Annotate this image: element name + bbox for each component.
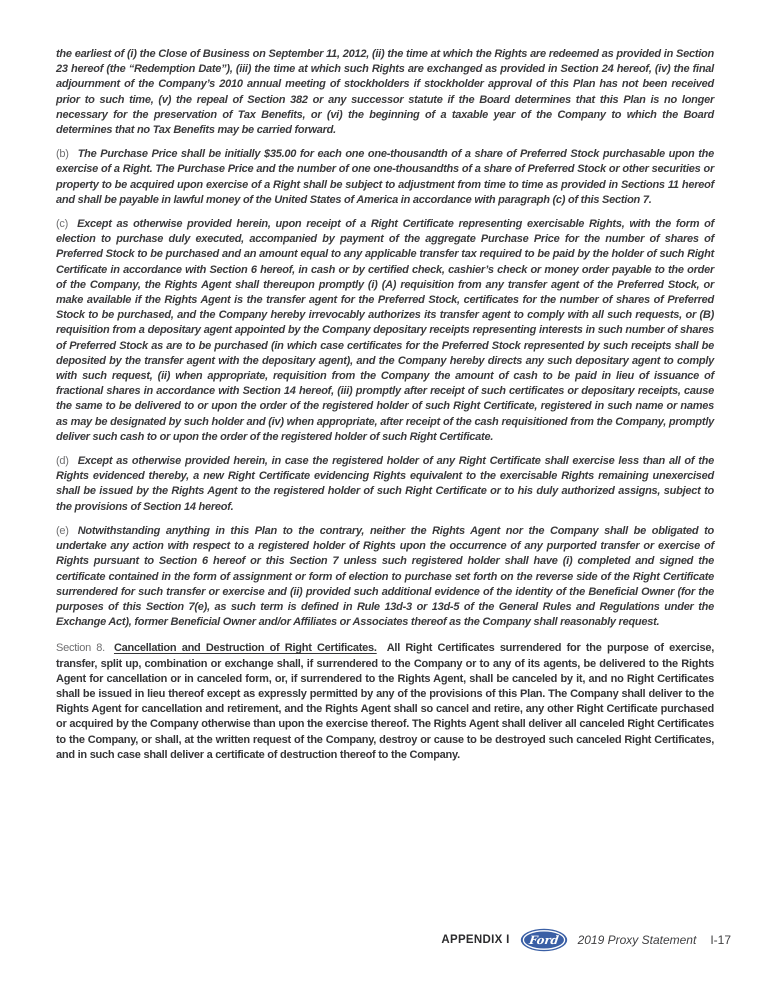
page-footer [441, 928, 731, 952]
paragraph-e-text: Notwithstanding anything in this Plan to the contrary, neither the Rights Agent nor the Company shall be obligated to undertake any action with respect to a registered holder of Rights upon the occurrence of any purported transfer or exercise of Rights pursuant to Section 6 hereof or this Section 7 unless such registered holder shall have (i) completed and signed the certificate contained in the form of assignment or form of election to purchase set forth on the reverse side of the Right Certificate surrendered for such transfer or exercise and (ii) provided such additional evidence of the identity of the Beneficial Owner (for the purposes of this Section 7(e), as such term is defined in Rule 13d-3 or 13d-5 of the General Rules and Regulations under the Exchange Act), former Beneficial Owner and/or Affiliates or Associates thereof as the Company shall reasonably request. [56, 524, 714, 629]
section-8-paragraph [56, 641, 714, 763]
paragraph-e-label: (e) [56, 524, 69, 537]
paragraph-c-label: (c) [56, 218, 69, 231]
document-body [56, 47, 714, 763]
paragraph-d [56, 454, 714, 515]
svg-text:Ford: Ford [527, 933, 560, 947]
paragraph-d-text: Except as otherwise provided herein, in case the registered holder of any Right Certificate shall exercise less than all of the Rights evidenced thereby, a new Right Certificate evidencing Rights equivalent to the exercisable Rights remaining unexercised shall be issued by the Rights Agent to the registered holder of such Right Certificate or to his duly authorized assigns, subject to the provisions of Section 14 hereof. [56, 455, 714, 513]
paragraph-c [56, 217, 714, 445]
paragraph-e [56, 524, 714, 630]
section-8-label: Section 8. [56, 642, 105, 655]
appendix-label: APPENDIX I [441, 934, 510, 946]
ford-logo-icon [520, 928, 568, 952]
section-8-text: All Right Certificates surrendered for the purpose of exercise, transfer, split up, combination or exchange shall, if surrendered to the Company or to any of its agents, be delivered to the Rights Agent for cancellation or in canceled form, or, if surrendered to the Rights Agent, shall be canceled by it, and no Right Certificates shall be issued in lieu thereof except as expressly permitted by any of the provisions of this Plan. The Company shall deliver to the Rights Agent for cancellation and retirement, and the Rights Agent shall so cancel and retire, any other Right Certificate purchased or acquired by the Company otherwise than upon the exercise thereof. The Rights Agent shall deliver all canceled Right Certificates to the Company, or shall, at the written request of the Company, destroy or cause to be destroyed such canceled Right Certificates, and in such case shall deliver a certificate of destruction thereof to the Company. [56, 642, 715, 761]
paragraph-intro [56, 47, 714, 138]
paragraph-intro-text: the earliest of (i) the Close of Business on September 11, 2012, (ii) the time at which the Rights are redeemed as provided in Section 23 hereof (the “Redemption Date”), (iii) the time at which such Rights are exchanged as provided in Section 24 hereof, (iv) the final adjournment of the Company’s 2010 annual meeting of stockholders if stockholder approval of this Plan has not been received prior to such time, (v) the repeal of Section 382 or any successor statute if the Board determines that this Plan is no longer necessary for the preservation of Tax Benefits, or (vi) the beginning of a taxable year of the Company to which the Board determines that no Tax Benefits may be carried forward. [56, 48, 714, 137]
paragraph-b [56, 147, 714, 208]
page-number: I-17 [710, 933, 731, 947]
paragraph-b-text: The Purchase Price shall be initially $35.00 for each one one-thousandth of a share of Preferred Stock purchasable upon the exercise of a Right. The Purchase Price and the number of one one-thousandths of a share of Preferred Stock or other securities or property to be acquired upon exercise of a Right shall be subject to adjustment from time to time as provided in Sections 11 hereof and shall be payable in lawful money of the United States of America in accordance with paragraph (c) of this Section 7. [56, 148, 714, 206]
paragraph-d-label: (d) [56, 455, 69, 468]
paragraph-c-text: Except as otherwise provided herein, upon receipt of a Right Certificate representing exercisable Rights, with the form of election to purchase duly executed, accompanied by payment of the aggregate Purchase Price for the number of shares of Preferred Stock to be purchased and an amount equal to any applicable transfer tax required to be paid by the holder of such Right Certificate in accordance with Section 6 hereof, in cash or by certified check, cashier’s check or money order payable to the order of the Company, the Rights Agent shall thereupon promptly (i) (A) requisition from any transfer agent of the Preferred Stock, or make available if the Rights Agent is the transfer agent for the Preferred Stock, certificates for the number of shares of Preferred Stock to be purchased, and the Company hereby irrevocably authorizes its transfer agent to comply with all such requests, or (B) requisition from a depositary agent appointed by the Company depositary receipts representing interests in such number of shares of Preferred Stock as are to be purchased (in which case certificates for the Preferred Stock represented by such receipts shall be deposited by the transfer agent with the depositary agent), and the Company hereby directs any such depositary agent to comply with such request, (ii) when appropriate, requisition from the Company the amount of cash to be paid in lieu of issuance of fractional shares in accordance with Section 14 hereof, (iii) promptly after receipt of such certificates or depositary receipts, cause the same to be delivered to or upon the order of the registered holder of such Right Certificate, registered in such name or names as may be designated by such holder and (iv) when appropriate, after receipt of the cash requisitioned from the Company, promptly deliver such cash to or upon the order of the registered holder of such Right Certificate. [56, 218, 714, 443]
section-8-heading: Cancellation and Destruction of Right Certificates. [113, 642, 377, 655]
paragraph-b-label: (b) [56, 148, 69, 161]
proxy-statement-label: 2019 Proxy Statement [577, 933, 697, 947]
